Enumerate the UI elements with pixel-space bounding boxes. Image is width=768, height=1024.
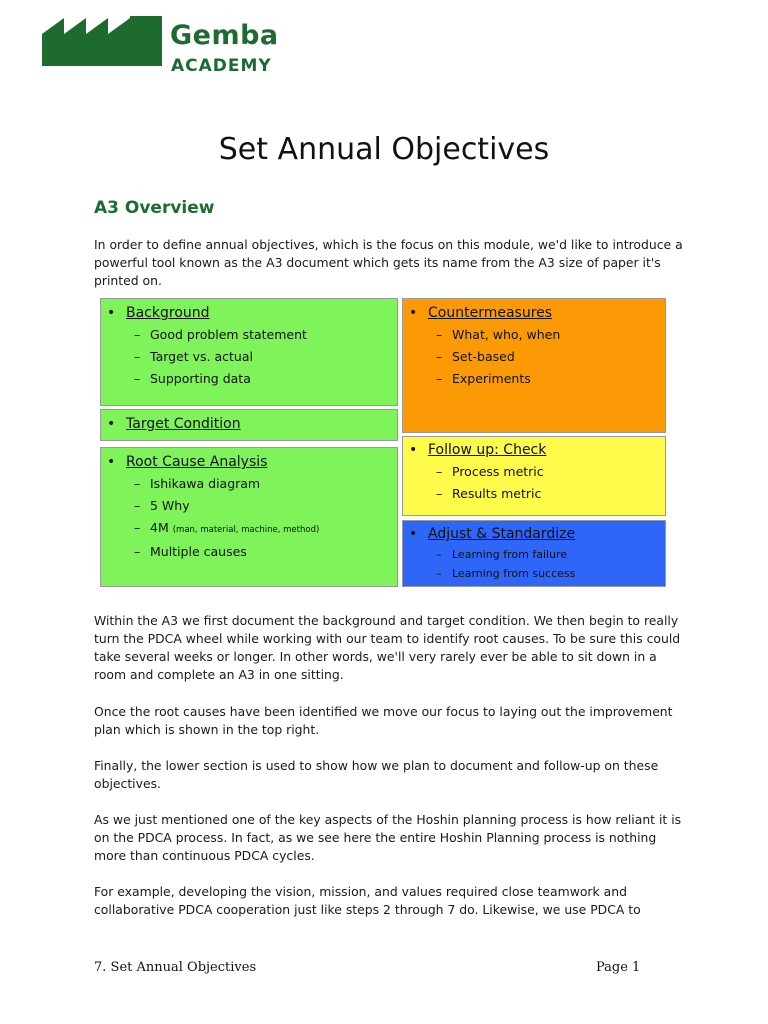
bullet-background: • Background	[101, 302, 397, 324]
a3-follow-up-box	[402, 436, 666, 516]
intro-paragraph: In order to define annual objectives, which is the focus on this module, we'd like to introduce a powerful tool known as the A3 document which gets its name from the A3 size of paper it's printed on.	[94, 237, 683, 288]
bullet-countermeasures: • Countermeasures	[403, 302, 665, 324]
body-paragraph: Finally, the lower section is used to show how we plan to document and follow-up on these objectives.	[94, 758, 659, 791]
a3-background-box	[100, 298, 398, 406]
a3-root-cause-box	[100, 447, 398, 587]
a3-target-condition-box	[100, 409, 398, 441]
sub-item: – Learning from failure	[403, 545, 665, 564]
sub-item: – Multiple causes	[101, 541, 397, 563]
section-heading: A3 Overview	[94, 198, 215, 218]
page-title: Set Annual Objectives	[218, 132, 550, 167]
sub-item: – Ishikawa diagram	[101, 473, 397, 495]
sub-item: – Target vs. actual	[101, 346, 397, 368]
body-paragraph: For example, developing the vision, mission, and values required close teamwork and collaborative PDCA cooperation just like steps 2 through 7 do. Likewise, we use PDCA to	[94, 884, 641, 917]
logo-text-academy: ACADEMY	[171, 56, 272, 76]
sub-item-4m: – 4M (man, material, machine, method)	[101, 517, 397, 541]
sub-item: – Good problem statement	[101, 324, 397, 346]
sub-item: – What, who, when	[403, 324, 665, 346]
sub-item: – Process metric	[403, 461, 665, 483]
body-paragraph: Once the root causes have been identified we move our focus to laying out the improvement plan which is shown in the top right.	[94, 704, 673, 737]
logo-text-gemba: Gemba	[170, 20, 279, 51]
bullet-adjust-standardize: • Adjust & Standardize	[403, 523, 665, 545]
footer-section-title: 7. Set Annual Objectives	[94, 960, 257, 975]
bullet-follow-up: • Follow up: Check	[403, 439, 665, 461]
sub-item: – Results metric	[403, 483, 665, 505]
sub-item: – Set-based	[403, 346, 665, 368]
footer-page-number: Page 1	[596, 960, 641, 975]
body-paragraph: Within the A3 we first document the background and target condition. We then begin to really turn the PDCA wheel while working with our team to identify root causes. To be sure this could take several weeks or longer. In other words, we'll very rarely ever be able to sit down in a room and complete an A3 in one sitting.	[94, 613, 681, 682]
sub-item: – Experiments	[403, 368, 665, 390]
factory-logo-icon	[42, 14, 162, 68]
body-paragraph: As we just mentioned one of the key aspects of the Hoshin planning process is how reliant it is on the PDCA process. In fact, as we see here the entire Hoshin Planning process is nothing more than continuous PDCA cycles.	[94, 812, 682, 863]
a3-adjust-standardize-box	[402, 520, 666, 587]
sub-item: – Supporting data	[101, 368, 397, 390]
sub-item: – 5 Why	[101, 495, 397, 517]
bullet-target-condition: • Target Condition	[101, 413, 397, 435]
a3-countermeasures-box	[402, 298, 666, 433]
sub-item: – Learning from success	[403, 564, 665, 583]
bullet-root-cause: • Root Cause Analysis	[101, 451, 397, 473]
gemba-academy-logo	[42, 14, 279, 76]
